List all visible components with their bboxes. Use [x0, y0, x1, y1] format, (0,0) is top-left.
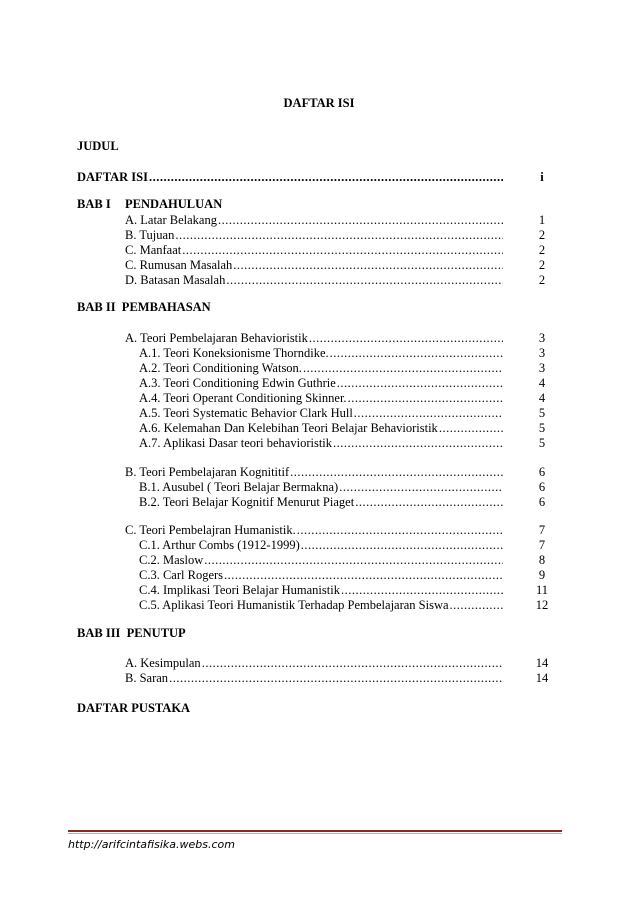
toc-row[interactable]: [139, 479, 503, 495]
dot-leader: [341, 582, 503, 598]
toc-row[interactable]: [125, 257, 503, 273]
toc-page: 5: [538, 421, 546, 435]
page-title: DAFTAR ISI: [283, 96, 355, 110]
toc-label: C. Teori Pembelajran Humanistik.: [125, 523, 296, 537]
toc-row[interactable]: [139, 405, 503, 421]
dot-leader: [333, 435, 503, 451]
dot-leader: [233, 257, 503, 273]
toc-label: B.1. Ausubel ( Teori Belajar Bermakna): [139, 480, 339, 494]
toc-page: 3: [538, 331, 546, 345]
bab1-number: BAB I: [77, 197, 111, 211]
toc-page: 2: [538, 228, 546, 242]
dot-leader: [175, 227, 503, 243]
toc-row[interactable]: [139, 494, 503, 510]
toc-label: DAFTAR ISI: [77, 170, 148, 184]
toc-page: 14: [535, 671, 549, 685]
toc-page: 6: [538, 495, 546, 509]
toc-label: C.5. Aplikasi Teori Humanistik Terhadap Pembelajaran Siswa: [139, 598, 449, 612]
toc-row[interactable]: [125, 242, 503, 258]
dot-leader: [348, 390, 503, 406]
dot-leader: [309, 330, 503, 346]
toc-page: 11: [535, 583, 549, 597]
dot-leader: [450, 597, 503, 613]
toc-row[interactable]: [139, 597, 503, 613]
toc-label: A. Kesimpulan: [125, 656, 201, 670]
toc-label: B. Teori Pembelajaran Kognititif: [125, 465, 290, 479]
dot-leader: [204, 552, 503, 568]
toc-row[interactable]: [139, 375, 503, 391]
toc-row[interactable]: [139, 420, 503, 436]
toc-label: A.6. Kelemahan Dan Kelebihan Teori Belajar Behavioristik: [139, 421, 438, 435]
toc-page: 14: [535, 656, 549, 670]
dot-leader: [226, 272, 503, 288]
toc-row[interactable]: [125, 227, 503, 243]
dot-leader: [202, 655, 503, 671]
dot-leader: [297, 522, 503, 538]
toc-label: A. Latar Belakang: [125, 213, 217, 227]
daftar-pustaka-heading: DAFTAR PUSTAKA: [77, 701, 191, 715]
bab3-heading: BAB III PENUTUP: [77, 626, 186, 640]
toc-row-daftar-isi[interactable]: [77, 169, 503, 185]
dot-leader: [224, 567, 503, 583]
toc-label: A.7. Aplikasi Dasar teori behavioristik: [139, 436, 333, 450]
toc-page: 12: [535, 598, 549, 612]
toc-page: 9: [538, 568, 546, 582]
dot-leader: [355, 494, 503, 510]
dot-leader: [182, 242, 503, 258]
dot-leader: [290, 464, 503, 480]
footer-url[interactable]: http://arifcintafisika.webs.com: [68, 838, 235, 851]
toc-label: C.4. Implikasi Teori Belajar Humanistik: [139, 583, 340, 597]
toc-label: B.2. Teori Belajar Kognitif Menurut Piaget: [139, 495, 355, 509]
toc-page: 2: [538, 243, 546, 257]
toc-page: 4: [538, 376, 546, 390]
toc-label: A. Teori Pembelajaran Behavioristik: [125, 331, 308, 345]
toc-row[interactable]: [139, 552, 503, 568]
toc-page: i: [540, 170, 544, 184]
toc-row[interactable]: [125, 330, 503, 346]
toc-row[interactable]: [125, 272, 503, 288]
toc-label: C.3. Carl Rogers: [139, 568, 224, 582]
toc-row[interactable]: [125, 522, 503, 538]
toc-page: 1: [538, 213, 546, 227]
toc-page: 7: [538, 523, 546, 537]
bab2-heading: BAB II PEMBAHASAN: [77, 300, 211, 314]
dot-leader: [301, 537, 503, 553]
dot-leader: [149, 169, 503, 185]
toc-label: A.2. Teori Conditioning Watson.: [139, 361, 302, 375]
toc-row[interactable]: [139, 567, 503, 583]
footer-rule: [68, 830, 562, 832]
toc-label: C. Manfaat: [125, 243, 182, 257]
toc-row[interactable]: [125, 212, 503, 228]
toc-page: 6: [538, 480, 546, 494]
toc-row[interactable]: [139, 582, 503, 598]
dot-leader: [439, 420, 503, 436]
toc-label: C.2. Maslow: [139, 553, 204, 567]
toc-row[interactable]: [125, 670, 503, 686]
toc-label: A.3. Teori Conditioning Edwin Guthrie: [139, 376, 336, 390]
toc-label: C. Rumusan Masalah: [125, 258, 233, 272]
toc-row[interactable]: [139, 537, 503, 553]
toc-label: D. Batasan Masalah: [125, 273, 226, 287]
toc-page: 5: [538, 406, 546, 420]
dot-leader: [354, 405, 503, 421]
dot-leader: [303, 360, 503, 376]
toc-row[interactable]: [139, 360, 503, 376]
toc-page: 5: [538, 436, 546, 450]
toc-row[interactable]: [139, 390, 503, 406]
toc-label: A.4. Teori Operant Conditioning Skinner.: [139, 391, 347, 405]
toc-label: B. Tujuan: [125, 228, 175, 242]
dot-leader: [330, 345, 503, 361]
toc-row[interactable]: [125, 655, 503, 671]
bab1-title: PENDAHULUAN: [125, 197, 223, 211]
toc-label: B. Saran: [125, 671, 169, 685]
dot-leader: [218, 212, 503, 228]
toc-page: 2: [538, 258, 546, 272]
toc-row[interactable]: [139, 345, 503, 361]
toc-label: A.1. Teori Koneksionisme Thorndike.: [139, 346, 329, 360]
judul-heading: JUDUL: [77, 139, 119, 153]
toc-row[interactable]: [139, 435, 503, 451]
toc-page: 3: [538, 361, 546, 375]
toc-page: 3: [538, 346, 546, 360]
dot-leader: [339, 479, 503, 495]
toc-page: 8: [538, 553, 546, 567]
toc-row[interactable]: [125, 464, 503, 480]
toc-page: 7: [538, 538, 546, 552]
toc-page: 4: [538, 391, 546, 405]
toc-label: C.1. Arthur Combs (1912-1999): [139, 538, 300, 552]
toc-page: 6: [538, 465, 546, 479]
dot-leader: [169, 670, 503, 686]
footer-rule-thin: [68, 833, 562, 834]
toc-page: 2: [538, 273, 546, 287]
toc-label: A.5. Teori Systematic Behavior Clark Hull: [139, 406, 353, 420]
dot-leader: [337, 375, 503, 391]
